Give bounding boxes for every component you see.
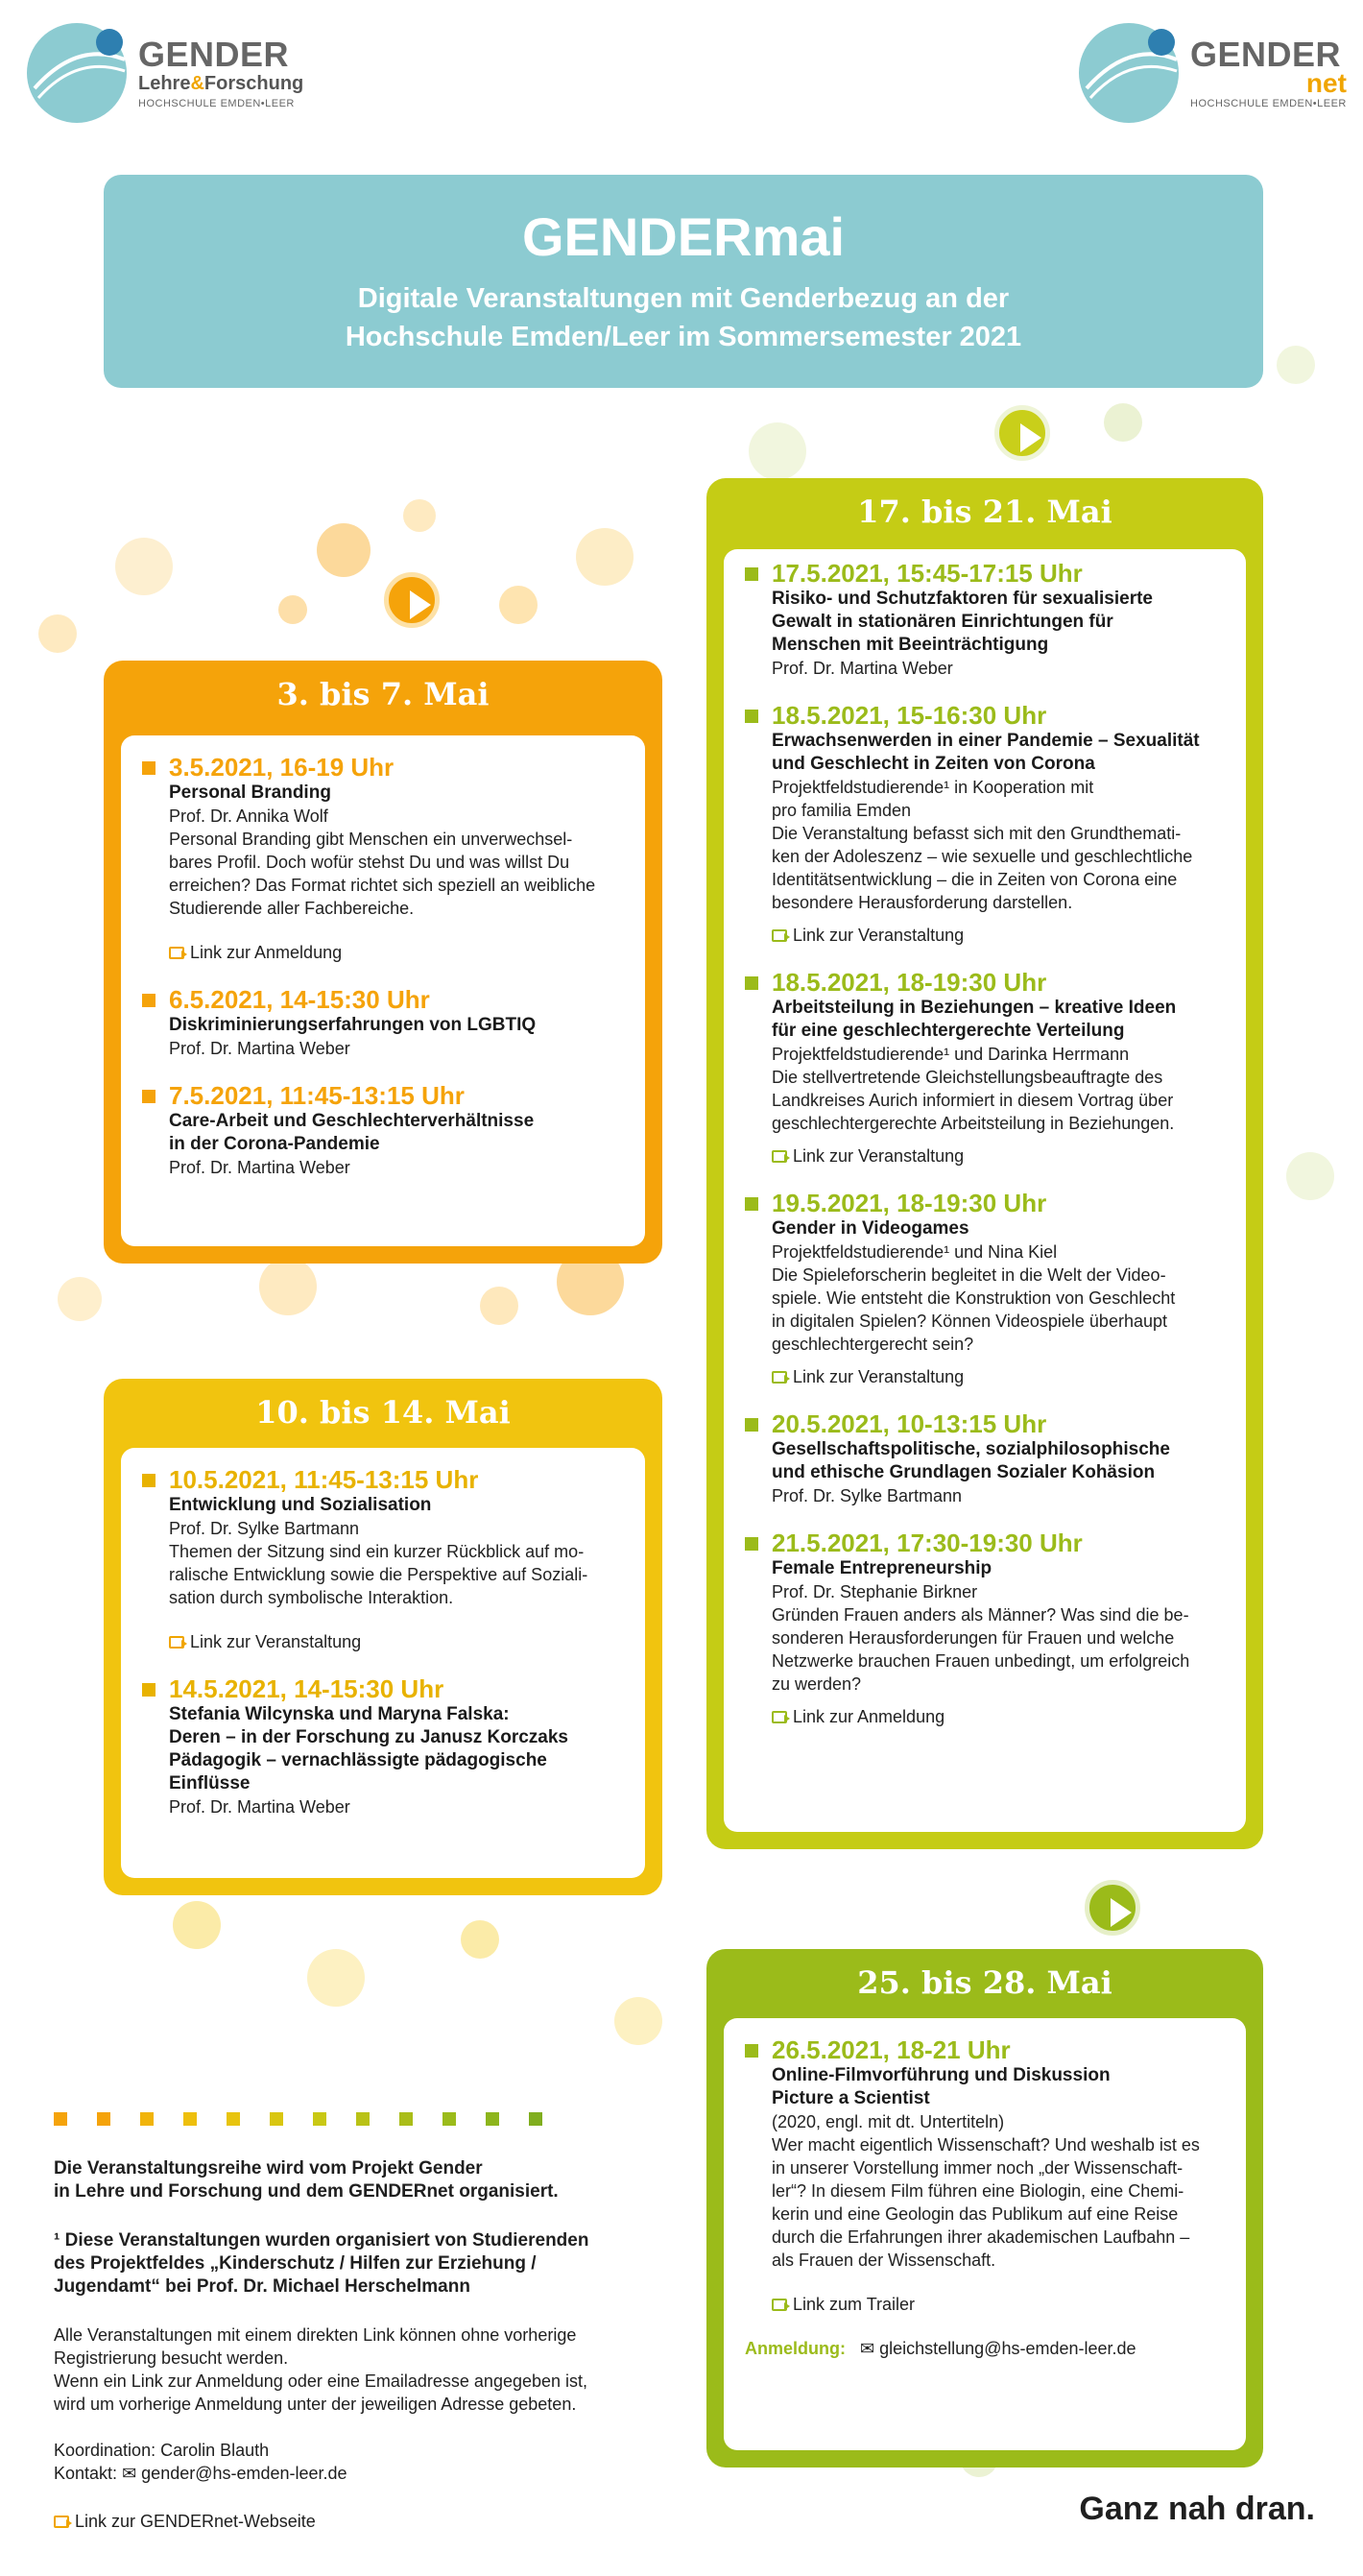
week-card-25-28-mai [706,1949,1263,2468]
event-title: Pädagogik – vernachlässigte pädagogische [169,1750,547,1770]
week-card-10-14-mai [104,1379,662,1895]
event-desc: geschlechtergerecht sein? [772,1335,974,1354]
play-icon [1085,1880,1140,1936]
event-person: Prof. Dr. Sylke Bartmann [772,1486,963,1505]
event-desc: spiele. Wie entsteht die Konstruktion von Geschlecht [772,1288,1176,1308]
registration-link[interactable]: Link zur Anmeldung [169,941,624,964]
event-item [142,753,624,964]
event-item [745,1189,1225,1388]
bullet-square-icon [142,1474,155,1487]
event-link[interactable]: Link zur Veranstaltung [169,1630,624,1653]
bullet-square-icon [142,761,155,775]
event-title: für eine geschlechtergerechte Verteilung [772,1021,1125,1041]
event-person: Prof. Dr. Sylke Bartmann [169,1519,360,1538]
play-icon [384,572,440,628]
event-desc: erreichen? Das Format richtet sich speziell an weibliche [169,876,596,895]
bullet-square-icon [745,710,758,723]
footer-notes: Alle Veranstaltungen mit einem direkten Link können ohne vorherige Registrierung besucht werden. Wenn ein Link zur Anmeldung oder eine Emailadresse angegeben ist, wird um vorherige Anmeldung unter der jeweiligen Adresse gebeten. [54,2325,588,2414]
logo-school: HOCHSCHULE EMDEN•LEER [138,98,295,109]
logo-title: GENDER [1190,35,1342,74]
registration-link[interactable]: Link zur Anmeldung [772,1705,1225,1728]
page-subtitle-line1: Digitale Veranstaltungen mit Genderbezug an der [357,283,1010,314]
event-title: Gender in Videogames [772,1218,969,1239]
event-date: 19.5.2021, 18-19:30 Uhr [772,1189,1047,1217]
week-card-17-21-mai [706,478,1263,1849]
event-person: Prof. Dr. Stephanie Birkner [772,1582,978,1601]
event-person: Projektfeldstudierende¹ in Kooperation mit [772,778,1094,797]
logo-title: GENDER [138,35,290,74]
event-desc: ler“? In diesem Film führen eine Biologin, eine Chemi- [772,2181,1184,2201]
event-person: Prof. Dr. Martina Weber [772,659,953,678]
event-title: Erwachsenwerden in einer Pandemie – Sexualität [772,731,1200,751]
trailer-link[interactable]: Link zum Trailer [772,2293,1225,2316]
event-date: 20.5.2021, 10-13:15 Uhr [772,1409,1047,1438]
event-desc: besondere Herausforderung darstellen. [772,893,1073,912]
event-desc: ken der Adoleszenz – wie sexuelle und geschlechtliche [772,847,1193,866]
bullet-square-icon [745,976,758,990]
week-heading: 10. bis 14. Mai [255,1394,511,1431]
footer-footnote: ¹ Diese Veranstaltungen wurden organisiert von Studierenden des Projektfeldes „Kinderschutz / Hilfen zur Erziehung / Jugendamt“ bei Prof. Dr. Michael Herschelmann [54,2230,589,2297]
event-item [142,1465,624,1653]
event-link[interactable]: Link zur Veranstaltung [772,1365,1225,1388]
event-desc: Gründen Frauen anders als Männer? Was sind die be- [772,1605,1189,1625]
header-banner [104,175,1263,388]
event-desc: in digitalen Spielen? Können Videospiele überhaupt [772,1312,1167,1331]
event-person: Projektfeldstudierende¹ und Darinka Herrmann [772,1045,1130,1064]
event-title: Entwicklung und Sozialisation [169,1495,432,1515]
event-item [745,701,1225,947]
external-link-icon [169,947,184,959]
logo-circle-icon [25,21,129,125]
week-heading: 17. bis 21. Mai [857,494,1112,530]
event-desc: ralische Entwicklung sowie die Perspektive auf Soziali- [169,1565,588,1584]
event-item [142,985,624,1060]
event-title: Risiko- und Schutzfaktoren für sexualisierte [772,589,1153,609]
bullet-square-icon [745,1418,758,1432]
event-desc: sation durch symbolische Interaktion. [169,1588,454,1607]
event-title: und ethische Grundlagen Sozialer Kohäsion [772,1462,1156,1482]
event-person: Prof. Dr. Martina Weber [169,1797,350,1817]
event-title: Gesellschaftspolitische, sozialphilosophische [772,1439,1170,1459]
bullet-square-icon [745,567,758,581]
event-title: Diskriminierungserfahrungen von LGBTIQ [169,1015,537,1035]
event-desc: Netzwerke brauchen Frauen unbedingt, um erfolgreich [772,1651,1190,1671]
contact-email[interactable]: gender@hs-emden-leer.de [141,2464,347,2483]
external-link-icon [54,2516,69,2528]
registration-row [745,2337,1225,2360]
logo-net: net [1305,68,1347,98]
event-date: 21.5.2021, 17:30-19:30 Uhr [772,1529,1083,1557]
event-item [745,1529,1225,1728]
logo-circle-icon [1077,21,1181,125]
event-title: Stefania Wilcynska und Maryna Falska: [169,1704,510,1724]
external-link-icon [772,1371,787,1384]
page-subtitle-line2: Hochschule Emden/Leer im Sommersemester 2021 [345,322,1022,352]
event-desc: sonderen Herausforderungen für Frauen und welche [772,1628,1175,1648]
mail-icon: ✉ [122,2464,137,2483]
slogan: Ganz nah dran. [1079,2491,1315,2527]
event-desc: Die stellvertretende Gleichstellungsbeauftragte des [772,1068,1163,1087]
event-title: Deren – in der Forschung zu Janusz Korczaks [169,1727,568,1747]
external-link-icon [772,2299,787,2311]
registration-label: Anmeldung: [745,2339,846,2358]
logo-subtitle: Lehre&Forschung [138,73,304,94]
event-title: Care-Arbeit und Geschlechterverhältnisse [169,1111,535,1131]
event-item [142,1674,624,1818]
bullet-square-icon [142,1090,155,1103]
page-title: GENDERmai [521,206,846,267]
event-date: 17.5.2021, 15:45-17:15 Uhr [772,559,1083,588]
bullet-square-icon [142,1683,155,1697]
event-person: Prof. Dr. Martina Weber [169,1039,350,1058]
event-person: Prof. Dr. Annika Wolf [169,807,328,826]
event-desc: Landkreises Aurich informiert in diesem Vortrag über [772,1091,1174,1110]
event-desc: durch die Erfahrungen ihrer akademischen Laufbahn – [772,2227,1190,2247]
event-desc: als Frauen der Wissenschaft. [772,2251,996,2270]
external-link-icon [772,929,787,942]
event-desc: kerin und eine Geologin das Publikum auf eine Reise [772,2204,1179,2224]
event-date: 18.5.2021, 18-19:30 Uhr [772,968,1047,997]
event-desc: Studierende aller Fachbereiche. [169,899,415,918]
event-item [745,968,1225,1168]
week-card-3-7-mai [104,661,662,1264]
event-title: Arbeitsteilung in Beziehungen – kreative Ideen [772,998,1177,1018]
event-item [745,2035,1225,2360]
event-desc: Identitätsentwicklung – die in Zeiten von Corona eine [772,870,1178,889]
event-date: 18.5.2021, 15-16:30 Uhr [772,701,1047,730]
mail-icon: ✉ [860,2339,875,2358]
gendernet-logo [1077,21,1347,125]
event-title: Personal Branding [169,782,331,803]
gender-lehre-forschung-logo [25,21,303,125]
event-title: und Geschlecht in Zeiten von Corona [772,754,1095,774]
footer-organisation: Die Veranstaltungsreihe wird vom Projekt Gender in Lehre und Forschung und dem GENDERnet organisiert. [54,2158,559,2202]
event-desc: geschlechtergerechte Arbeitsteilung in Beziehungen. [772,1114,1175,1133]
footer-contact [54,2439,668,2485]
event-date: 7.5.2021, 11:45-13:15 Uhr [169,1081,465,1110]
event-date: 6.5.2021, 14-15:30 Uhr [169,985,430,1014]
contact-label: Kontakt: [54,2464,118,2483]
external-link-icon [169,1636,184,1649]
event-item [142,1081,624,1179]
registration-email[interactable]: gleichstellung@hs-emden-leer.de [879,2339,1136,2358]
event-note: (2020, engl. mit dt. Untertiteln) [772,2112,1005,2131]
event-link[interactable]: Link zur Veranstaltung [772,924,1225,947]
external-link-icon [772,1150,787,1163]
event-desc: zu werden? [772,1674,862,1694]
event-date: 26.5.2021, 18-21 Uhr [772,2035,1011,2064]
event-title: in der Corona-Pandemie [169,1134,380,1154]
event-desc: Wer macht eigentlich Wissenschaft? Und weshalb ist es [772,2135,1200,2155]
event-date: 3.5.2021, 16-19 Uhr [169,753,395,782]
event-person: Prof. Dr. Martina Weber [169,1158,350,1177]
bullet-square-icon [745,1197,758,1211]
event-desc: Themen der Sitzung sind ein kurzer Rückblick auf mo- [169,1542,585,1561]
event-title: Female Entrepreneurship [772,1558,992,1578]
event-desc: Die Veranstaltung befasst sich mit den Grundthemati- [772,824,1182,843]
event-desc: bares Profil. Doch wofür stehst Du und was willst Du [169,853,570,872]
week-heading: 25. bis 28. Mai [857,1964,1112,2001]
event-desc: in unserer Vorstellung immer noch „der Wissenschaft- [772,2158,1184,2178]
gendernet-website-link[interactable]: Link zur GENDERnet-Webseite [54,2510,668,2533]
event-person: pro familia Emden [772,801,912,820]
week-heading: 3. bis 7. Mai [276,676,490,712]
event-date: 10.5.2021, 11:45-13:15 Uhr [169,1465,479,1494]
external-link-icon [772,1711,787,1723]
event-title: Gewalt in stationären Einrichtungen für [772,612,1113,632]
dotted-divider [54,2112,553,2132]
event-link[interactable]: Link zur Veranstaltung [772,1144,1225,1168]
event-desc: Die Spieleforscherin begleitet in die Welt der Video- [772,1265,1166,1285]
event-person: Projektfeldstudierende¹ und Nina Kiel [772,1242,1058,1262]
event-title: Picture a Scientist [772,2088,930,2108]
event-desc: Personal Branding gibt Menschen ein unverwechsel- [169,830,573,849]
bullet-square-icon [142,994,155,1007]
event-date: 14.5.2021, 14-15:30 Uhr [169,1674,444,1703]
play-icon [994,405,1050,461]
bullet-square-icon [745,1537,758,1551]
logo-school: HOCHSCHULE EMDEN•LEER [1190,98,1347,109]
event-title: Online-Filmvorführung und Diskussion [772,2065,1111,2085]
coordinator: Koordination: Carolin Blauth [54,2441,270,2460]
event-title: Einflüsse [169,1773,251,1794]
event-item [745,559,1225,680]
event-item [745,1409,1225,1507]
event-title: Menschen mit Beeinträchtigung [772,635,1049,655]
bullet-square-icon [745,2044,758,2058]
